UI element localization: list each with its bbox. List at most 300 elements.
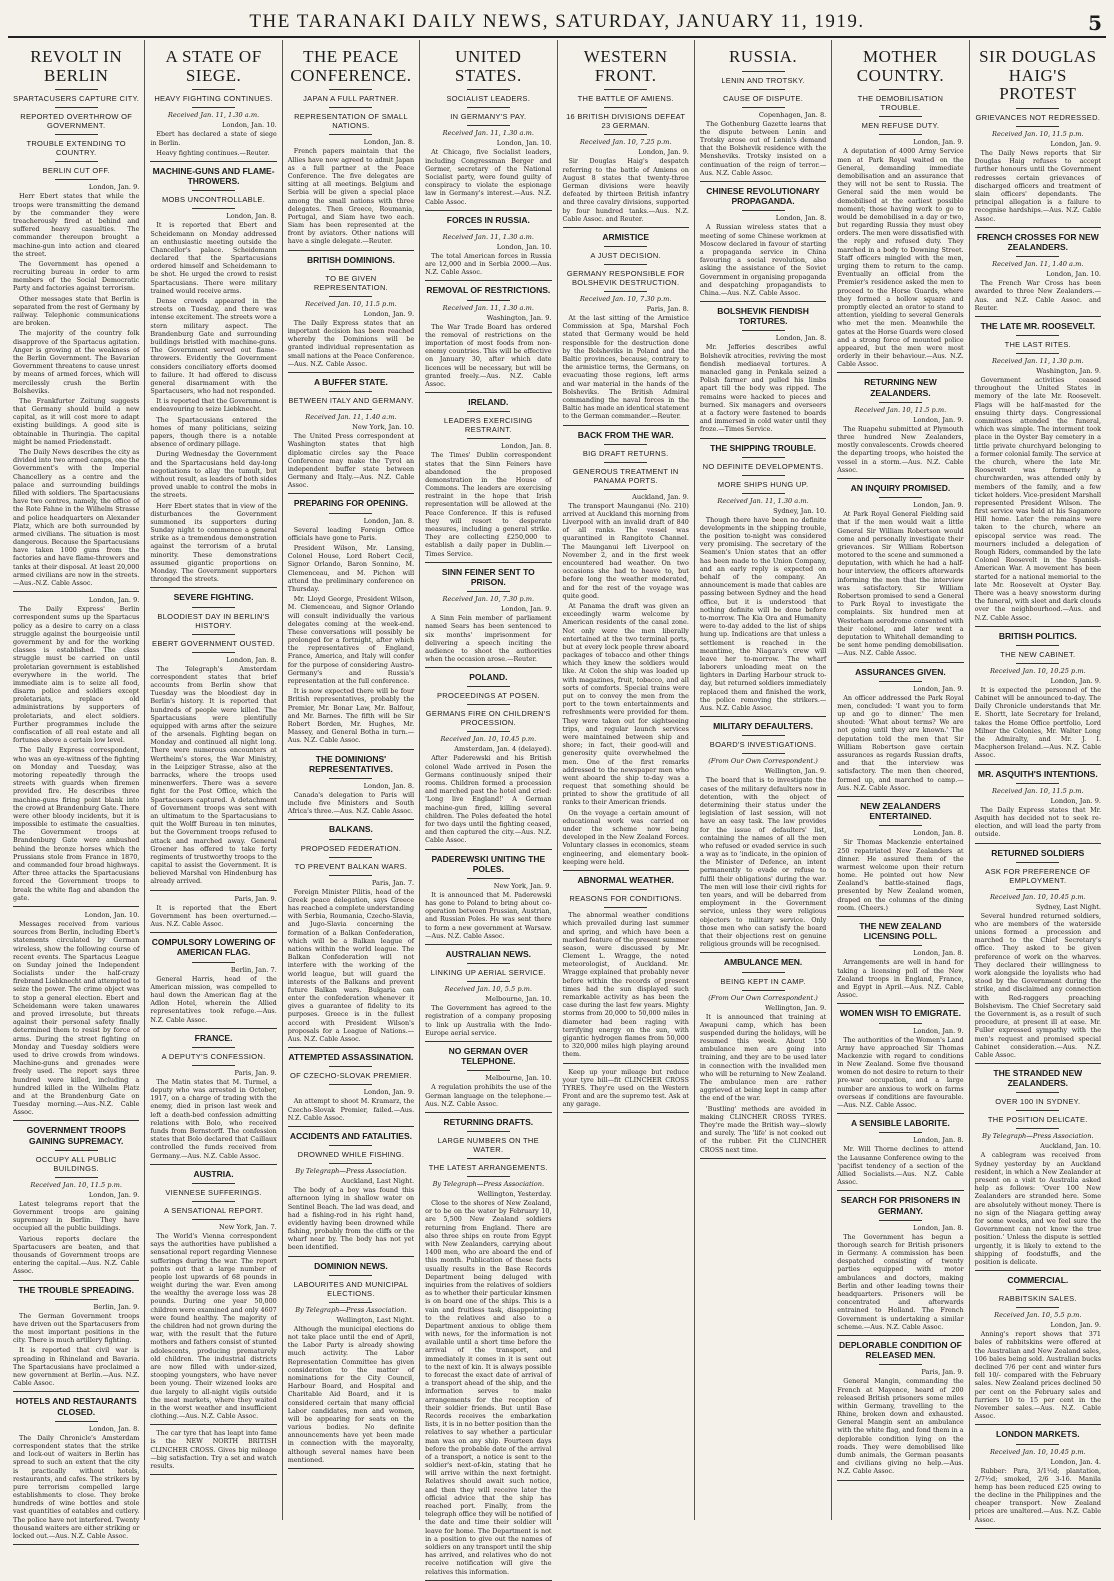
place-date: New York, Jan. 10.	[352, 423, 415, 432]
article-paragraph: Herr Ebert states that while the troops were transmitting the demand by the commander they were treacherously fired at behind and suffered heavy casualties. The commander thereupon brought a machine-gun into action and cleared the street.	[13, 192, 140, 258]
place-date: London, Jan. 9.	[1050, 676, 1101, 685]
article-subheadline: LINKING UP AERIAL SERVICE.	[430, 968, 546, 978]
article-subheadline: EBERT GOVERNMENT OUSTED.	[152, 638, 276, 648]
article-paragraph: Anning's report shows that 371 bales of rabbitskins were offered at the Australian and New Zealand sales, 106 bales being sold. Australian bucks declined 7/6 per cent and winter furs fell 10/- compared with the February sales. New Zealand prices declined 50 per cent on the February sales and furriers 10 to 15 per cent in the November sales.—Aus. N.Z. Cable Assoc.	[974, 1330, 1101, 1421]
news-column	[970, 40, 1106, 1524]
article-subheadline: REASONS FOR CONDITIONS.	[569, 894, 683, 904]
article-headline: REMOVAL OF RESTRICTIONS.	[426, 285, 551, 296]
place-date: Wellington, Jan. 9.	[764, 767, 827, 776]
article-divider	[13, 591, 139, 592]
article-paragraph: The Government has opened a recruiting bureau in order to arm members of the Social Democratic Party and factories against terrorism.	[13, 259, 140, 293]
article-paragraph: Ebert has declared a state of siege in Berlin.	[150, 130, 277, 147]
place-date: Paris, Jan. 9.	[234, 1068, 277, 1077]
article-subheadline: JAPAN A FULL PARTNER.	[303, 94, 399, 104]
place-date: London, Jan. 9.	[500, 605, 552, 614]
headline-divider	[879, 945, 922, 946]
article-paragraph: The French War Cross has been awarded to three New Zealanders.—Aus. and N.Z. Cable Assoc. and Reuter.	[974, 279, 1101, 312]
headline-divider	[192, 1201, 235, 1202]
article-divider	[425, 667, 551, 668]
article-paragraph: The Daily News describes the city as divided into two armed camps, one the Government's with the Imperial Chancellery as a centre and the palace and surrounding buildings filled with soldiers. The Spartacusians have two centres, namely, the office of the Rote Fahne in the Wilhelm Strasse and police headquarters on Alexander Platz, which are both surrounded by armed civilians. The situation is most dangerous. Because the Spartacusians have taken 1000 guns from the factories and have flame-throwers and tanks at their disposal. At least 20,000 armed civilians are now in the streets.—Aus.-N.Z. Cable Assoc.	[13, 448, 140, 587]
article-divider	[288, 250, 414, 251]
article-divider	[288, 1256, 414, 1257]
news-article	[13, 1125, 139, 1275]
headline-divider	[329, 857, 372, 858]
masthead	[8, 8, 1106, 38]
news-article	[975, 848, 1101, 1060]
headline-divider	[604, 907, 647, 908]
article-headline: COMPULSORY LOWERING OF AMERICAN FLAG.	[151, 937, 276, 958]
article-divider	[563, 425, 689, 426]
received-dateline: Received Jan. 10, 10.45 p.m.	[440, 735, 537, 744]
headline-divider	[1016, 645, 1059, 646]
place-date: Paris, Jan. 8.	[646, 305, 689, 314]
news-article	[425, 672, 551, 844]
headline-divider	[742, 107, 785, 108]
headline-divider	[192, 1065, 235, 1066]
headline-divider	[192, 107, 235, 108]
article-divider	[975, 843, 1101, 844]
headline-divider	[329, 89, 372, 90]
headline-divider	[329, 1275, 372, 1276]
article-subheadline: REPORTED OVERTHROW OF GOVERNMENT.	[20, 112, 133, 131]
article-headline: RETURNED SOLDIERS	[991, 847, 1085, 858]
headline-divider	[467, 411, 510, 412]
news-article	[837, 801, 963, 912]
news-article	[425, 949, 551, 1037]
article-paragraph: Arrangements are well in hand for taking a licensing poll of the New Zealand troops in England, France, and Egypt in April.—Aus. N.Z. Cable Assoc.	[837, 958, 964, 1000]
place-date: Wellington, Yesterday.	[477, 1190, 552, 1199]
article-paragraph: The Government has begun a thorough search for British prisoners in Germany. A commission has been despatched consisting of twenty parties equipped with motor ambulances and doctors, making Berlin and other leading towns their headquarters. Prisoners will be concentrated and afterwards entrained to Holland. The French Government is undertaking a similar scheme.—Aus. N.Z. Cable Assoc.	[837, 1232, 964, 1331]
headline-divider	[604, 246, 647, 247]
headline-divider	[55, 1299, 98, 1300]
place-date: Washington, Jan. 9.	[486, 313, 552, 322]
article-paragraph: The United Press correspondent at Washington states that high diplomatic circles say the Peace Conference may make the Tyrol an independent buffer state between Germany and Italy.—Aus. N.Z. Cable Assoc.	[287, 432, 415, 490]
article-divider	[288, 1468, 414, 1469]
headline-divider	[742, 71, 785, 72]
headline-divider	[879, 116, 922, 117]
headline-divider	[1016, 256, 1059, 257]
news-article	[13, 911, 139, 1117]
place-date: Paris, Jan. 9.	[234, 894, 277, 903]
received-dateline: Received Jan. 10, 10.45 p.m.	[989, 1447, 1086, 1456]
article-subheadline: OCCUPY ALL PUBLIC BUILDINGS.	[35, 1154, 117, 1173]
news-article	[563, 48, 689, 223]
news-column	[145, 40, 282, 1520]
article-divider	[150, 1028, 276, 1029]
article-paragraph: At Chicago, five Socialist leaders, including Congressman Berger and Germer, secretary of the National Socialist party, were found guilty of conspiracy to violate the espionage law in Germany's interest.—Aus. N.Z. Cable Assoc.	[425, 148, 552, 206]
article-subheadline: THE NEW CABINET.	[1000, 649, 1076, 659]
article-paragraph: At Park Royal General Fielding said that if the men would wait a little General Sir William Robertson would come and personally investigate their grievances. Sir William Robertson motored to the scene and summoned a deputation, with which he had a half-hour interview, the officers afterwards informing the men that the interview was satisfactory. Sir William Robertson promised to send a General to Park Royal to investigate the complaints. Six hundred men at Westerham aerodrome consented with their colonel, and later went a deputation to Whitehall demanding to be sent home pending demobilisation.—Aus. N.Z. Cable Assoc.	[837, 510, 964, 658]
article-divider	[975, 1528, 1101, 1529]
article-headline: SINN FEINER SENT TO PRISON.	[441, 566, 535, 587]
article-paragraph: President Wilson, Mr. Lansing, Colonel House, Lord Robert Cecil, Signor Orlando, Baron Sonnino, M. Clemenceau, and M. Pichon will attend the preliminary conference on Thursday.	[287, 544, 415, 593]
article-divider	[288, 1047, 414, 1048]
headline-divider	[1016, 335, 1059, 336]
place-date: London, Jan. 9.	[913, 684, 964, 693]
article-subheadline: OF CZECHO-SLOVAK PREMIER.	[289, 1071, 412, 1081]
headline-divider	[742, 990, 785, 991]
article-headline: BRITISH DOMINIONS.	[307, 254, 395, 265]
headline-divider	[192, 962, 235, 963]
article-paragraph: The transport Maunganui (No. 210) arrived at Auckland this morning from Liverpool with an invalid draft of 840 of all ranks. The vessel was quarantined in Rangitoto Channel. The Maunganui left Liverpool on November 2, and in the first week encountered bad weather. On two occasions she had to heave to, but before long the weather moderated, and for the rest of the voyage was quite good.	[562, 501, 689, 600]
place-date: Copenhagen, Jan. 8.	[758, 110, 827, 119]
article-subheadline: TROUBLE EXTENDING TO COUNTRY.	[26, 139, 126, 158]
news-column	[558, 40, 695, 1520]
headline-divider	[192, 1183, 235, 1184]
article-paragraph: The Daily Express correspondent, who was an eye-witness of the fighting on Monday and Tuesday, was motoring repeatedly through the streets with guards when firemen provided fire. He describes three machine-guns firing point blank into the crowd at Brandenburg Gate. There were other bloody incidents, but it is impossible to estimate the casualties. The Government troops at Brandenburg Gate were ambushed behind the bronze horses which the Prussians stole from France in 1870, and commanded four broad highways. After three attacks the Spartacusians forced the Government troops to break the white flag and abandon the gate.	[13, 746, 140, 902]
received-dateline: Received Jan. 10, 11.5 p.m.	[305, 299, 397, 308]
news-article	[837, 377, 963, 474]
received-dateline: Received Jan. 11, 1.30 a.m.	[442, 129, 534, 138]
article-divider	[563, 870, 689, 871]
article-subheadline: IN GERMANY'S PAY.	[450, 112, 527, 122]
article-divider	[975, 1270, 1101, 1271]
news-article	[837, 921, 963, 999]
article-headline: ABNORMAL WEATHER.	[577, 874, 674, 885]
headline-divider	[329, 875, 372, 876]
headline-divider	[604, 489, 647, 490]
article-paragraph: Messages received from various sources from Berlin, including Ebert's statements circulated by German wireless, show the following course of recent events. The Spartacus League on Sunday joined the Independent Socialists under the half-crazy firebrand Liebknecht and attempted to seize the power. The crime object was to stop a general election. Ebert and Scheidemann were taken unawares and proved irresolute, but threats against their personal safety finally determined them to resist by force of arms. During the street fighting on Monday and Tuesday soldiers were used to drive crowds from windows. Machine-guns and grenades were freely used. The report says three hundred were killed, including a hundred killed in the Wilhelm Platz and at the Brandenburg Gate on Tuesday morning.—Aus.-N.Z. Cable Assoc.	[13, 919, 140, 1117]
article-subheadline: OVER 100 IN SYDNEY.	[995, 1097, 1081, 1107]
article-subheadline: LABOURITES AND MUNICIPAL ELECTIONS.	[293, 1279, 409, 1298]
headline-divider	[1016, 663, 1059, 664]
article-paragraph: The car tyre that has leapt into fame is the NEW NORTH BRITISH CLINCHER CROSS. Gives big mileage—big satisfaction. Try a set and watch results.	[150, 1429, 277, 1470]
place-date: Berlin, Jan. 7.	[230, 965, 277, 974]
article-divider	[13, 1280, 139, 1281]
headline-divider	[1016, 108, 1059, 109]
received-dateline: By Telegraph—Press Association.	[295, 1305, 407, 1314]
place-date: Melbourne, Jan. 10.	[485, 1074, 552, 1083]
article-paragraph: The War Trade Board has ordered the removal of restrictions on the importation of most foods from non-enemy countries. This will be effective on January 30, after which date licences will be necessary, but will be granted freely.—Aus. N.Z. Cable Assoc.	[425, 322, 552, 388]
article-paragraph: A Sinn Fein member of parliament named Sears has been sentenced to six months' imprisonment for delivering a speech inciting the audience to shoot the authorities when the occasion arose.—Reuter.	[425, 614, 552, 664]
article-divider	[150, 587, 276, 588]
article-headline: UNITED STATES.	[454, 47, 522, 85]
article-headline: POLAND.	[469, 672, 508, 683]
headline-divider	[55, 1421, 98, 1422]
article-subheadline: GERMANY RESPONSIBLE FOR BOLSHEVIK DESTRUCTION.	[566, 269, 685, 288]
news-article	[425, 48, 551, 206]
headline-divider	[742, 753, 785, 754]
article-paragraph: The Frankfurter Zeitung suggests that Germany should build a new capital, as it will cost more to adapt existing buildings. A good site is obtainable in Thuringia. The capital might be named Friedenstadt.	[13, 396, 140, 446]
news-article	[425, 1117, 551, 1576]
news-article	[563, 232, 689, 421]
article-paragraph: An attempt to shoot M. Kramarz, the Czecho-Slovak Premier, failed.—Aus. N.Z. Cable Assoc.	[287, 1097, 415, 1122]
news-article	[837, 1008, 963, 1109]
place-date: Sydney, Last Night.	[1035, 902, 1101, 911]
news-article	[288, 498, 414, 744]
headline-divider	[329, 296, 372, 297]
article-subheadline: TO BE GIVEN REPRESENTATION.	[313, 273, 389, 292]
article-divider	[425, 1112, 551, 1113]
newspaper-title: THE TARANAKI DAILY NEWS, SATURDAY, JANUARY 11, 1919.	[249, 11, 865, 32]
headline-divider	[467, 1158, 510, 1159]
news-article	[150, 937, 276, 1024]
news-article	[975, 1068, 1101, 1266]
news-article	[425, 1046, 551, 1108]
place-date: London, Jan. 9.	[1050, 796, 1101, 805]
article-divider	[150, 890, 276, 891]
article-paragraph: The German Government troops have driven out the Spartacusers from the most important positions in the city. There is much artillery fighting.	[13, 1311, 140, 1345]
received-dateline: Received Jan. 10, 10.25 p.m.	[989, 666, 1086, 675]
place-date: Wellington, Jan. 9.	[764, 1003, 827, 1012]
article-paragraph: On the voyage a certain amount of educational work was carried on under the scheme now being developed in the New Zealand Forces. Voluntary classes in economics, steam engineering, and elementary book-keeping were held.	[562, 808, 689, 866]
article-headline: COMMERCIAL.	[1007, 1275, 1069, 1286]
headline-divider	[329, 1066, 372, 1067]
headline-divider	[1016, 862, 1059, 863]
article-paragraph: The Government has agreed to the registration of a company proposing to link up Australia with the Indo-Europe aerial service.	[425, 1004, 552, 1037]
place-date: London, Jan. 10.	[1046, 270, 1101, 279]
article-headline: THE LATE MR. ROOSEVELT.	[980, 320, 1096, 331]
newspaper-columns	[8, 40, 1106, 1576]
article-subheadline: CAUSE OF DISPUTE.	[723, 93, 804, 103]
headline-divider	[192, 634, 235, 635]
article-paragraph: Keep up your mileage but reduce your tyre bill—fit CLINCHER CROSS TYRES. They're used on the Western Front and are the supremo test. Ask at any garage.	[562, 1067, 689, 1109]
article-headline: ARMISTICE	[602, 231, 650, 242]
headline-divider	[1016, 1307, 1059, 1308]
article-subheadline: GERMANS FIRE ON CHILDREN'S PROCESSION.	[425, 709, 551, 728]
news-article	[13, 1285, 139, 1388]
place-date: London, Jan. 8.	[775, 334, 827, 343]
headline-divider	[192, 89, 235, 90]
place-date: Paris, Jan. 7.	[371, 878, 415, 887]
article-divider	[700, 952, 826, 953]
place-date: London, Jan. 10.	[496, 242, 552, 251]
headline-divider	[879, 134, 922, 135]
headline-divider	[1016, 889, 1059, 890]
headline-divider	[604, 444, 647, 445]
article-paragraph: Government activities ceased throughout the United States in memory of the late Mr. Roosevelt. Flags will be half-masted for the ensuing thirty days. Congressional committees attended the funeral, which was simple. The interment took place in the Oyster Bay cemetery in a little private churchyard belonging to a former colonial family. The service at the church, where the late Mr. Roosevelt was formerly a churchwarden, was attended only by members of the family, and a few ticket holders. Vice-president Marshall represented President Wilson. The first service was held at his Sagamore Hill home. Later the remains were taken to the church, where an episcopal service was read. The mourners included a delegation of Rough Riders, commanded by the late Colonel Roosevelt in the Spanish-American War. A movement has been started for a national memorial to the late Mr. Roosevelt at Oyster Bay. There was a heavy snowstorm during the funeral, with sleet and dark clouds over the neighbourhood.—Aus. and N.Z. Cable Assoc.	[974, 376, 1101, 622]
article-headline: FRANCE.	[194, 1032, 233, 1043]
article-headline: RETURNING NEW ZEALANDERS.	[864, 377, 937, 398]
article-divider	[13, 1391, 139, 1392]
page-number: 5	[1088, 11, 1102, 35]
article-paragraph: The Daily Express' Berlin correspondent sums up the Spartacus policy as a desire to carry on a class struggle against the bourgeoisie until government by and for the working classes is established. The class struggle must be carried on until proletarian government is established everywhere in the world. The immediate aim is to seize all food, disarm police and soldiers except proletariats, replace old administrations by supporters of proletariats, and elect soldiers. Further programmes include the confiscation of all real estate and all fortunes above a certain low level.	[13, 605, 140, 745]
headline-divider	[192, 607, 235, 608]
article-subheadline: LARGE NUMBERS ON THE WATER.	[437, 1136, 539, 1155]
news-column	[832, 40, 969, 1520]
article-headline: AN INQUIRY PROMISED.	[850, 482, 951, 493]
received-dateline: Received Jan. 11, 1.40 a.m.	[992, 260, 1084, 269]
article-paragraph: The Matin states that M. Turmel, a deputy who was arrested in October, 1917, on a charge of trading with the enemy, died in prison last week and left a death-bed confession admitting relations with Bolo, who received funds from Bernstorff. The confession states that Bolo declared that Caillaux controlled the funds received from Germany.—Aus. N.Z. Cable Assoc.	[150, 1077, 277, 1160]
received-dateline: Received Jan. 10, 7.25 p.m.	[579, 138, 672, 147]
article-divider	[425, 944, 551, 945]
headline-divider	[467, 981, 510, 982]
article-paragraph: After Paderewski and his British colonel Wade arrived in Posen the Germans continuously sniped their rooms. Children formed a procession and marched past the hotel and cried: 'Long live England!' A German machine-gun fired, killing several children. The Poles defeated the hotel for two days until the fighting ceased, and then captured the city.—Aus. N.Z. Cable Assoc.	[425, 754, 552, 845]
place-date: London, Jan. 9.	[88, 183, 140, 192]
article-headline: THE DOMINIONS' REPRESENTATIVES.	[309, 753, 393, 774]
news-article	[150, 1033, 276, 1160]
article-paragraph: A Russian wireless states that a meeting of some Chinese workmen at Moscow declared in favour of starting a propaganda service in China favouring a social revolution, also asking the assistance of the Soviet Government in organising propaganda and despatching propagandists to China.—Aus. N.Z. Cable Assoc.	[699, 223, 827, 297]
news-column	[8, 40, 145, 1540]
headline-divider	[467, 878, 510, 879]
article-divider	[563, 1112, 689, 1113]
headline-divider	[742, 210, 785, 211]
article-headline: A STATE OF SIEGE.	[165, 47, 262, 85]
headline-divider	[742, 475, 785, 476]
article-subheadline: TO PREVENT BALKAN WARS.	[294, 861, 408, 871]
article-paragraph: The Ruapehu submitted at Plymouth three hundred New Zealanders, mostly convalescents. Crowds cheered the departing troops, who hoisted the vessel in a storm.—Aus. N.Z. Cable Assoc.	[837, 424, 964, 474]
news-article	[13, 1396, 139, 1540]
article-subheadline: LENIN AND TROTSKY.	[721, 75, 805, 85]
article-paragraph: Several leading Foreign Office officials have gone to Paris.	[287, 525, 415, 542]
headline-divider	[329, 1302, 372, 1303]
article-subheadline: DROWNED WHILE FISHING.	[297, 1150, 405, 1160]
place-date: Paris, Jan. 9.	[921, 1368, 964, 1377]
article-paragraph: Mr. Lloyd George, President Wilson, M. Clemenceau, and Signor Orlando will consult individually the various delegates coming at the week-end. These conversations will possibly be prolonged for a fortnight, after which the representatives of England, France, America, and Italy will confer for the purpose of considering Austro-Germany's and Russia's representation at the full conference.	[287, 595, 415, 685]
article-headline: A SENSIBLE LABORITE.	[851, 1118, 950, 1129]
received-dateline: Received Jan. 10, 11.5 p.m.	[30, 1180, 122, 1189]
article-subheadline: SPARTACUSERS CAPTURE CITY.	[13, 94, 140, 104]
article-paragraph: French papers maintain that the Allies have now agreed to admit Japan as a full partner at the Peace Conference. The five delegates are sitting at all meetings. Belgium and Serbia will be given a special place among the small nations with three delegates. Then Greece, Roumania, Portugal, and Siam have two each. Siam has been represented at the front by aviators. Other nations will have a single delegate.—Reuter.	[287, 147, 415, 246]
headline-divider	[192, 652, 235, 653]
news-article	[288, 48, 414, 246]
place-date: London, Jan. 8.	[913, 1136, 964, 1145]
article-divider	[975, 764, 1101, 765]
article-subheadline: THE BATTLE OF AMIENS.	[577, 94, 674, 104]
headline-divider	[604, 89, 647, 90]
article-headline: RETURNING DRAFTS.	[443, 1116, 534, 1127]
article-divider	[288, 372, 414, 373]
article-headline: MACHINE-GUNS AND FLAME-THROWERS.	[152, 165, 275, 187]
article-subheadline: BERLIN CUT OFF.	[42, 166, 110, 176]
article-divider	[13, 1544, 139, 1545]
headline-divider	[1016, 353, 1059, 354]
place-date: London, Jan. 9.	[88, 1190, 140, 1199]
news-article	[288, 1052, 414, 1122]
article-headline: THE PEACE CONFERENCE.	[290, 47, 412, 85]
article-subheadline: SOCIALIST LEADERS.	[446, 94, 531, 104]
received-dateline: Received Jan. 10, 11.5 p.m.	[992, 786, 1084, 795]
news-article	[700, 186, 826, 297]
news-article	[150, 166, 276, 583]
article-headline: RUSSIA.	[728, 47, 798, 66]
article-divider	[975, 1424, 1101, 1425]
article-divider	[700, 438, 826, 439]
place-date: Auckland, Jan. 9.	[632, 492, 689, 501]
article-headline: LONDON MARKETS.	[996, 1429, 1080, 1440]
news-article	[563, 1068, 689, 1109]
received-dateline: By Telegraph—Press Association.	[432, 1180, 545, 1189]
place-date: London, Jan. 8.	[226, 655, 277, 664]
article-paragraph: General Mangin, commanding the French at Mayence, heard of 200 released British prisoners some miles within Germany, travelling to the Rhine, broken down and exhausted. General Mangin sent an ambulance with the white flag, and fond them in a deplorable condition lying on the roads. They were demobilised like dumb animals, the German peasants and civilians giving no help.—Aus. N.Z. Cable Assoc.	[837, 1377, 964, 1476]
headline-divider	[604, 134, 647, 135]
article-headline: DEPLORABLE CONDITION OF RELEASED MEN.	[839, 1339, 962, 1361]
article-subheadline: THE LAST RITES.	[1004, 340, 1072, 350]
news-column	[420, 40, 557, 1576]
news-article	[975, 48, 1101, 223]
article-headline: ATTEMPTED ASSASSINATION.	[288, 1052, 414, 1063]
article-paragraph: It is expected the personnel of the Cabinet will be announced to-day. The Daily Chronicle understands that Mr. E. Shortt, late Secretary for Ireland, takes the Home Office portfolio, Lord Milner the Colonies, Mr. Walter Long the Admiralty, and Mr. J. I. Macpherson Ireland.—Aus. N.Z. Cable Assoc.	[974, 685, 1101, 760]
article-paragraph: 'Bustling' methods are avoided in making CLINCHER CROSS TYRES. They're made the British way—slowly and surely. The 'life' is not cooked out of the rubber. Fit the CLINCHER CROSS next time.	[699, 1104, 827, 1154]
place-date: Auckland, Last Night.	[341, 1177, 415, 1186]
news-article	[563, 430, 689, 866]
headline-divider	[467, 300, 510, 301]
news-article	[700, 721, 826, 948]
place-date: Amsterdam, Jan. 4 (delayed).	[454, 745, 552, 754]
headline-divider	[329, 134, 372, 135]
headline-divider	[1016, 1110, 1059, 1111]
headline-divider	[879, 1023, 922, 1024]
news-article	[837, 1340, 963, 1476]
article-subheadline: BLOODIEST DAY IN BERLIN'S HISTORY.	[157, 611, 270, 630]
article-headline: WESTERN FRONT.	[583, 47, 668, 85]
article-divider	[150, 1424, 276, 1425]
place-date: London, Jan. 8.	[363, 138, 415, 147]
article-divider	[150, 1164, 276, 1165]
article-divider	[975, 316, 1101, 317]
news-article	[700, 443, 826, 713]
article-headline: BOLSHEVIK FIENDISH TORTURES.	[717, 306, 809, 327]
place-date: London, Jan. 9.	[913, 501, 964, 510]
article-headline: THE TROUBLE SPREADING.	[18, 1284, 135, 1295]
place-date: London, Jan. 8.	[913, 1223, 964, 1232]
headline-divider	[329, 269, 372, 270]
place-date: London, Jan. 8.	[913, 829, 964, 838]
article-headline: PREPARING FOR OPENING.	[293, 498, 408, 509]
article-paragraph: The Daily Express states that Mr. Asquith has decided not to seek re-election, and will lead the party from outside.	[974, 805, 1101, 839]
place-date: London, Jan. 9.	[1050, 140, 1101, 149]
headline-divider	[1016, 783, 1059, 784]
headline-divider	[467, 438, 510, 439]
article-subheadline: PROPOSED FEDERATION.	[300, 843, 402, 853]
article-divider	[975, 1063, 1101, 1064]
headline-divider	[467, 1070, 510, 1071]
article-paragraph: Though there have been no definite developments in the shipping trouble, the position to-night was considered very promising. The secretary of the Seamen's Union states that an offer has been made to the Union Company, and an early reply is expected on behalf of the company. An announcement is made that cables are passing between Sydney and the head office, but it is understood that nothing definite will be done before to-morrow. The Kia Ora and Humanity were to-day added to the list of ships hung up. Indications are that unless a settlement is reached in the meantime, the Niagara's crew will leave her to-morrow. The wharf laborers unloading meat on the lighters in Darling Harbour struck to-day, but returned soldiers immediately replaced them and finished the work, the police removing the strikers.—Aus. N.Z. Cable Assoc.	[699, 515, 827, 712]
article-divider	[425, 562, 551, 563]
place-date: London, Jan. 9.	[913, 415, 964, 424]
headline-divider	[879, 1220, 922, 1221]
article-paragraph: The Telegraph's Amsterdam correspondent states that brief accounts from Berlin show that Tuesday was the bloodiest day in Berlin's history. It is reported that hundreds of people were killed. The Spartacusians were plentifully equipped with arms after the seizure of the arsenals. Fighting began on Monday and continued all night long. There were numerous encounters at Wertheim's stores, the War Ministry, in the Leipziger Strasse, also at the barracks, where the troops used minenwerfers. There was a severe fight for the Post Office, which the Spartacusers captured. A detachment of Government troops was sent with an ultimatum to the Spartacusians to quit the Wolff Bureau in ten minutes, but the Government troops refused to attack and marched away. General Groener has offered to take forty regiments of trustworthy troops to the capital to assist the Government. It is believed Marshal von Hindenburg has already arrived.	[150, 664, 277, 886]
news-article	[13, 48, 139, 587]
place-date: London, Jan. 9.	[638, 148, 689, 157]
news-article	[837, 48, 963, 368]
article-headline: FRENCH CROSSES FOR NEW ZEALANDERS.	[976, 231, 1099, 252]
article-subheadline: A DEPUTY'S CONFESSION.	[161, 1051, 266, 1061]
article-subheadline: GRIEVANCES NOT REDRESSED.	[975, 113, 1101, 123]
article-divider	[150, 1474, 276, 1475]
article-headline: AMBULANCE MEN.	[723, 957, 803, 968]
article-paragraph: The Daily Express states that an important decision has been reached whereby the Dominions will be granted individual representation as small nations at the Peace Conference.—Aus. N.Z. Cable Assoc.	[287, 318, 415, 368]
article-subheadline: GENEROUS TREATMENT IN PANAMA PORTS.	[572, 466, 679, 485]
article-paragraph: The abnormal weather conditions which prevailed during last summer and spring, and which have been a marked feature of the present summer season, were discussed by Mr. Clement L. Wragge, the noted meteorologist, of Auckland. Mr. Wragge explained that probably never before within the records of present times had the sun displayed such remarkable activity as has been the case during the last few years. Mighty storms from 20,000 to 50,000 miles in diameter had been raging with terrifying energy on the sun, with gigantic hydrogen flames from 50,000 to 320,000 miles high playing around them.	[562, 911, 689, 1059]
headline-divider	[1016, 126, 1059, 127]
headline-divider	[742, 89, 785, 90]
article-subheadline: BEING KEPT IN CAMP.	[720, 976, 806, 986]
article-divider	[288, 1126, 414, 1127]
received-dateline: Received Jan. 11, 1.30 a.m.	[442, 303, 534, 312]
article-paragraph: At the last sitting of the Armistice Commission at Spa, Marshal Foch stated that Germany would be held responsible for the destruction done by the Bolsheviks in Poland and the Baltic provinces, because, contrary to the armistice terms, the Germans, on evacuating those regions, left arms and war material in the hands of the Bolsheviks. The British Admiral commanding the naval forces in the Baltic has made an identical statement to the German commander.—Reuter.	[562, 314, 689, 421]
received-dateline: Received Jan. 10, 10.45 p.m.	[989, 892, 1086, 901]
news-article	[975, 1275, 1101, 1420]
article-subheadline: VIENNESE SUFFERINGS.	[165, 1187, 262, 1197]
article-divider	[837, 372, 963, 373]
article-divider	[425, 210, 551, 211]
article-subheadline: LEADERS EXERCISING RESTRAINT.	[443, 416, 533, 435]
headline-divider	[467, 89, 510, 90]
received-dateline: By Telegraph—Press Association.	[982, 1132, 1094, 1141]
article-headline: AUSTRALIAN NEWS.	[445, 949, 532, 959]
headline-divider	[55, 107, 98, 108]
article-headline: CHINESE REVOLUTIONARY PROPAGANDA.	[706, 186, 820, 207]
article-divider	[837, 662, 963, 663]
article-divider	[13, 1120, 139, 1121]
article-subheadline: MEN REFUSE DUTY.	[861, 121, 940, 131]
article-paragraph: Sir Thomas Mackenzie entertained 250 repatriated New Zealanders at dinner. He assured them of the warmest welcome upon their return home. He pointed out how New Zealand's battle-stained flags, presented by New Zealand women, draped on the columns of the dining room. (Cheers.)	[837, 838, 964, 912]
article-headline: MR. ASQUITH'S INTENTIONS.	[977, 768, 1098, 779]
place-date: London, Jan. 8.	[88, 1424, 140, 1433]
headline-divider	[55, 161, 98, 162]
article-paragraph: Sir Douglas Haig's despatch referring to the battle of Amiens on August 8 states that twenty-three German divisions were heavily defeated by thirteen British infantry and three cavalry divisions, supported by four hundred tanks.—Aus. N.Z. Cable Assoc. and Reuter.	[562, 157, 689, 223]
